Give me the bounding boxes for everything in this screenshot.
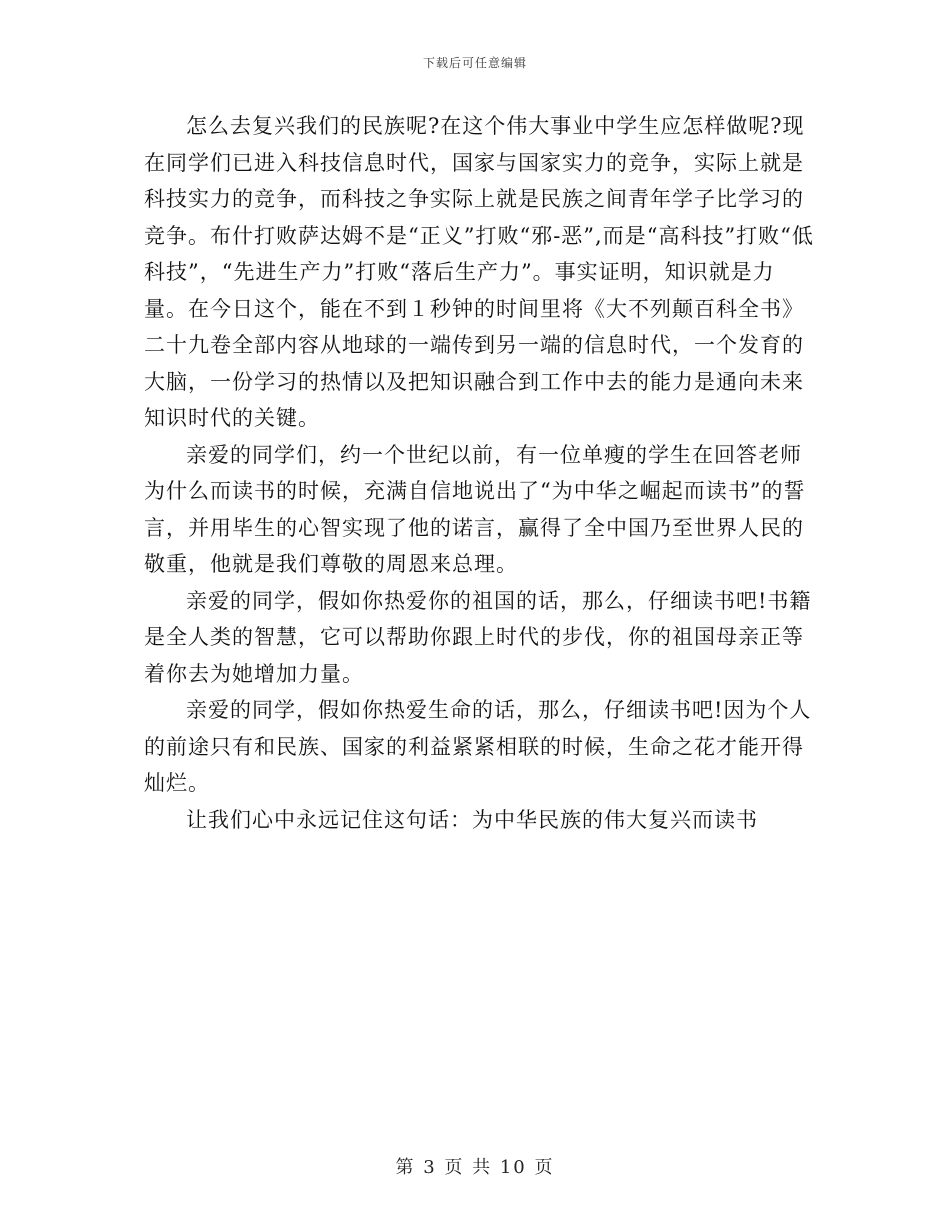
paragraph-5: 让我们心中永远记住这句话：为中华民族的伟大复兴而读书	[186, 807, 758, 832]
paragraph-3: 亲爱的同学，假如你热爱你的祖国的话，那么，仔细读书吧!书籍是全人类的智慧，它可以帮助你跟上时代的步伐，你的祖国母亲正等着你去为她增加力量。	[144, 588, 812, 686]
paragraph-2: 亲爱的同学们，约一个世纪以前，有一位单瘦的学生在回答老师为什么而读书的时候，充满自信地说出了“为中华之崛起而读书”的誓言，并用毕生的心智实现了他的诺言，赢得了全中国乃至世界人民的敬重，他就是我们尊敬的周恩来总理。	[144, 442, 806, 576]
body-text	[144, 108, 816, 838]
paragraph-1: 怎么去复兴我们的民族呢?在这个伟大事业中学生应怎样做呢?现在同学们已进入科技信息时代，国家与国家实力的竞争，实际上就是科技实力的竞争，而科技之争实际上就是民族之间青年学子比学习的竞争。布什打败萨达姆不是“正义”打败“邪-恶”,而是“高科技”打败“低科技”，“先进生产力”打败“落后生产力”。事实证明，知识就是力量。在今日这个，能在不到１秒钟的时间里将《大不列颠百科全书》二十九卷全部内容从地球的一端传到另一端的信息时代，一个发育的大脑，一份学习的热情以及把知识融合到工作中去的能力是通向未来知识时代的关键。	[144, 114, 814, 430]
paragraph-4: 亲爱的同学，假如你热爱生命的话，那么，仔细读书吧!因为个人的前途只有和民族、国家的利益紧紧相联的时候，生命之花才能开得灿烂。	[144, 698, 812, 795]
header-note: 下载后可任意编辑	[422, 56, 527, 70]
page-number-footer: 第 3 页 共 10 页	[395, 1157, 555, 1178]
